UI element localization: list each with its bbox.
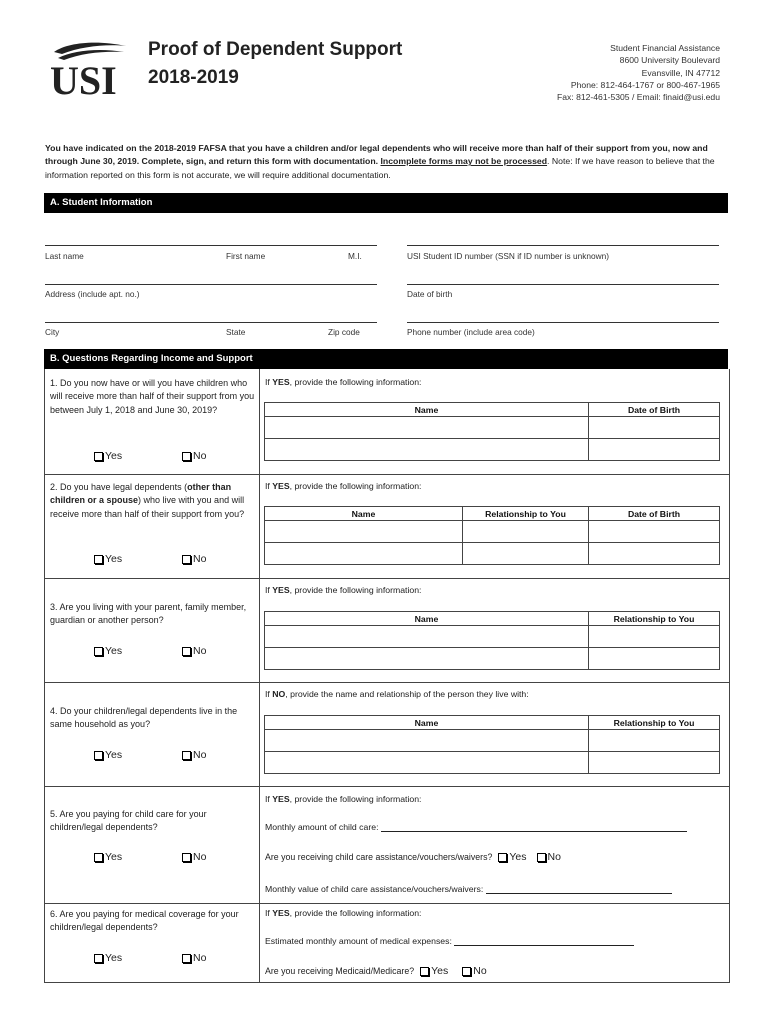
table-cell[interactable] xyxy=(589,439,720,461)
prompt-rest: , provide the following information: xyxy=(289,585,422,595)
checkbox[interactable] xyxy=(94,555,103,564)
title-line-2: 2018-2019 xyxy=(148,67,239,88)
question-2-text xyxy=(50,481,258,521)
column-header: Relationship to You xyxy=(589,612,720,626)
q5-assist-yes-option[interactable] xyxy=(498,851,526,863)
no-label: No xyxy=(547,851,561,863)
table-cell[interactable] xyxy=(589,521,720,543)
address-label: Address (include apt. no.) xyxy=(45,289,140,299)
q5-assist-no-option[interactable] xyxy=(537,851,561,863)
q3-table xyxy=(264,611,720,670)
table-cell[interactable] xyxy=(265,730,589,752)
yes-label: Yes xyxy=(105,851,123,863)
mi-label: M.I. xyxy=(348,251,362,261)
phone-label: Phone number (include area code) xyxy=(407,327,535,337)
checkbox[interactable] xyxy=(498,853,507,862)
usi-logo xyxy=(48,38,132,100)
student-id-label: USI Student ID number (SSN if ID number is unknown) xyxy=(407,251,609,261)
estimated-label: Estimated monthly amount of medical expenses: xyxy=(265,936,452,946)
q1-no-option[interactable] xyxy=(182,450,206,462)
monthly-amount-field[interactable] xyxy=(381,831,687,832)
prompt-rest: , provide the name and relationship of the person they live with: xyxy=(285,689,529,699)
contact-line: Phone: 812-464-1767 or 800-467-1965 xyxy=(570,79,720,90)
contact-line: Student Financial Assistance xyxy=(610,43,720,53)
question-3-text: 3. Are you living with your parent, family member, guardian or another person? xyxy=(50,602,247,626)
table-cell[interactable] xyxy=(265,417,589,439)
q5-prompt xyxy=(265,794,421,804)
assistance-label: Are you receiving child care assistance/vouchers/waivers? xyxy=(265,852,493,862)
yes-label: Yes xyxy=(105,553,123,565)
q2-no-option[interactable] xyxy=(182,553,206,565)
first-name-label: First name xyxy=(226,251,266,261)
q2-text-end: ) who live with you and will receive more than half of their support from you? xyxy=(50,495,245,519)
no-label: No xyxy=(193,749,207,761)
column-header: Name xyxy=(265,716,589,730)
yes-label: Yes xyxy=(105,450,123,462)
yes-label: Yes xyxy=(105,749,123,761)
no-label: No xyxy=(473,965,487,977)
column-header: Relationship to You xyxy=(589,716,720,730)
contact-line: Evansville, IN 47712 xyxy=(641,67,720,78)
prompt-rest: , provide the following information: xyxy=(289,794,422,804)
intro-warning: Incomplete forms may not be processed xyxy=(380,156,548,167)
no-label: No xyxy=(193,952,207,964)
q5-assistance-question xyxy=(265,851,561,863)
checkbox[interactable] xyxy=(94,853,103,862)
checkbox[interactable] xyxy=(537,853,546,862)
checkbox[interactable] xyxy=(420,967,429,976)
q6-estimated-expenses xyxy=(265,936,634,946)
dob-line[interactable] xyxy=(407,284,719,285)
prompt-rest: , provide the following information: xyxy=(289,377,422,387)
q3-yes-option[interactable] xyxy=(94,645,122,657)
row-divider xyxy=(44,474,730,475)
table-cell[interactable] xyxy=(265,752,589,774)
table-cell[interactable] xyxy=(265,543,463,565)
title-line-1: Proof of Dependent Support xyxy=(148,39,403,60)
yes-label: Yes xyxy=(105,645,123,657)
checkbox[interactable] xyxy=(182,853,191,862)
yes-label: Yes xyxy=(431,965,449,977)
no-label: No xyxy=(193,851,207,863)
q2-table xyxy=(264,506,720,565)
prompt-key: YES xyxy=(272,481,290,491)
q3-prompt xyxy=(265,585,421,595)
intro-paragraph xyxy=(45,142,730,182)
student-id-line[interactable] xyxy=(407,245,719,246)
medicaid-label: Are you receiving Medicaid/Medicare? xyxy=(265,966,415,976)
checkbox[interactable] xyxy=(182,647,191,656)
column-header: Name xyxy=(265,612,589,626)
q2-prompt xyxy=(265,481,421,491)
q1-table xyxy=(264,402,720,461)
q6-medicaid-question xyxy=(265,965,487,977)
column-header: Date of Birth xyxy=(589,507,720,521)
contact-line: Fax: 812-461-5305 / Email: finaid@usi.edu xyxy=(556,92,720,103)
column-header: Relationship to You xyxy=(463,507,589,521)
prompt-if: If xyxy=(265,794,273,804)
zip-label: Zip code xyxy=(328,327,360,337)
no-label: No xyxy=(193,645,207,657)
checkbox[interactable] xyxy=(182,452,191,461)
prompt-if: If xyxy=(265,481,273,491)
q6-no-option[interactable] xyxy=(182,952,206,964)
prompt-key: NO xyxy=(272,689,286,699)
q2-yes-option[interactable] xyxy=(94,553,122,565)
row-divider xyxy=(44,786,730,787)
last-name-label: Last name xyxy=(45,251,84,261)
column-divider xyxy=(259,369,260,983)
column-header: Name xyxy=(265,507,463,521)
checkbox[interactable] xyxy=(94,647,103,656)
prompt-if: If xyxy=(265,585,273,595)
q6-yes-option[interactable] xyxy=(94,952,122,964)
q3-no-option[interactable] xyxy=(182,645,206,657)
q6-medicaid-no-option[interactable] xyxy=(462,965,486,977)
prompt-if: If xyxy=(265,689,273,699)
prompt-key: YES xyxy=(272,794,290,804)
q4-no-option[interactable] xyxy=(182,749,206,761)
phone-line[interactable] xyxy=(407,322,719,323)
prompt-key: YES xyxy=(272,377,290,387)
section-b-header: B. Questions Regarding Income and Support xyxy=(44,349,728,369)
q4-yes-option[interactable] xyxy=(94,749,122,761)
yes-label: Yes xyxy=(509,851,527,863)
dob-label: Date of birth xyxy=(407,289,453,299)
checkbox[interactable] xyxy=(94,751,103,760)
monthly-value-field[interactable] xyxy=(486,893,672,894)
table-cell[interactable] xyxy=(589,626,720,648)
q6-medicaid-yes-option[interactable] xyxy=(420,965,448,977)
checkbox[interactable] xyxy=(182,954,191,963)
column-header: Name xyxy=(265,403,589,417)
no-label: No xyxy=(193,450,207,462)
checkbox[interactable] xyxy=(182,751,191,760)
prompt-rest: , provide the following information: xyxy=(289,908,422,918)
question-6-text: 6. Are you paying for medical coverage for your children/legal dependents? xyxy=(50,909,239,933)
no-label: No xyxy=(193,553,207,565)
q6-prompt xyxy=(265,908,421,918)
question-4-text: 4. Do your children/legal dependents live in the same household as you? xyxy=(50,706,238,730)
table-cell[interactable] xyxy=(589,752,720,774)
q2-text-start: 2. Do you have legal dependents ( xyxy=(50,482,188,492)
checkbox[interactable] xyxy=(462,967,471,976)
prompt-if: If xyxy=(265,377,273,387)
prompt-rest: , provide the following information: xyxy=(289,481,422,491)
name-line[interactable] xyxy=(45,245,377,246)
row-divider xyxy=(44,578,730,579)
q4-table xyxy=(264,715,720,774)
question-5-text: 5. Are you paying for child care for your children/legal dependents? xyxy=(50,809,207,833)
q5-no-option[interactable] xyxy=(182,851,206,863)
checkbox[interactable] xyxy=(182,555,191,564)
table-cell[interactable] xyxy=(265,439,589,461)
table-cell[interactable] xyxy=(589,543,720,565)
yes-label: Yes xyxy=(105,952,123,964)
q5-yes-option[interactable] xyxy=(94,851,122,863)
row-divider xyxy=(44,903,730,904)
form-title xyxy=(148,36,402,92)
q5-monthly-value xyxy=(265,884,672,894)
prompt-key: YES xyxy=(272,585,290,595)
q4-prompt xyxy=(265,689,529,699)
question-1-text: 1. Do you now have or will you have children who will receive more than half of their support from you between July 1, 2018 and June 30, 2019? xyxy=(50,378,255,415)
contact-line: 8600 University Boulevard xyxy=(619,55,720,66)
q2-text-emphasis: other than children or a spouse xyxy=(50,482,232,506)
q1-yes-option[interactable] xyxy=(94,450,122,462)
prompt-key: YES xyxy=(272,908,290,918)
table-cell[interactable] xyxy=(265,521,463,543)
table-cell[interactable] xyxy=(265,626,589,648)
city-state-zip-line[interactable] xyxy=(45,322,377,323)
checkbox[interactable] xyxy=(94,452,103,461)
table-cell[interactable] xyxy=(589,730,720,752)
table-cell[interactable] xyxy=(463,521,589,543)
table-cell[interactable] xyxy=(589,417,720,439)
q1-prompt xyxy=(265,377,421,387)
monthly-value-label: Monthly value of child care assistance/vouchers/waivers: xyxy=(265,884,484,894)
table-cell[interactable] xyxy=(589,648,720,670)
prompt-if: If xyxy=(265,908,273,918)
intro-note: . Note: If we have reason to believe that the information reported on this form is not accurate, we will require additional documentation. xyxy=(45,156,715,180)
section-a-header: A. Student Information xyxy=(44,193,728,213)
column-header: Date of Birth xyxy=(589,403,720,417)
address-line[interactable] xyxy=(45,284,377,285)
table-cell[interactable] xyxy=(265,648,589,670)
checkbox[interactable] xyxy=(94,954,103,963)
monthly-amount-label: Monthly amount of child care: xyxy=(265,822,379,832)
estimated-expenses-field[interactable] xyxy=(454,945,634,946)
row-divider xyxy=(44,682,730,683)
logo-text: USI xyxy=(50,58,117,100)
table-cell[interactable] xyxy=(463,543,589,565)
office-contact xyxy=(557,42,720,103)
intro-bold: You have indicated on the 2018-2019 FAFSA that you have a children and/or legal dependents who will receive more than half of their support from you, now and through June 30, 2019. Complete, sign, and return this form with documentation. xyxy=(45,143,708,167)
state-label: State xyxy=(226,327,246,337)
city-label: City xyxy=(45,327,60,337)
q5-monthly-amount xyxy=(265,822,687,832)
